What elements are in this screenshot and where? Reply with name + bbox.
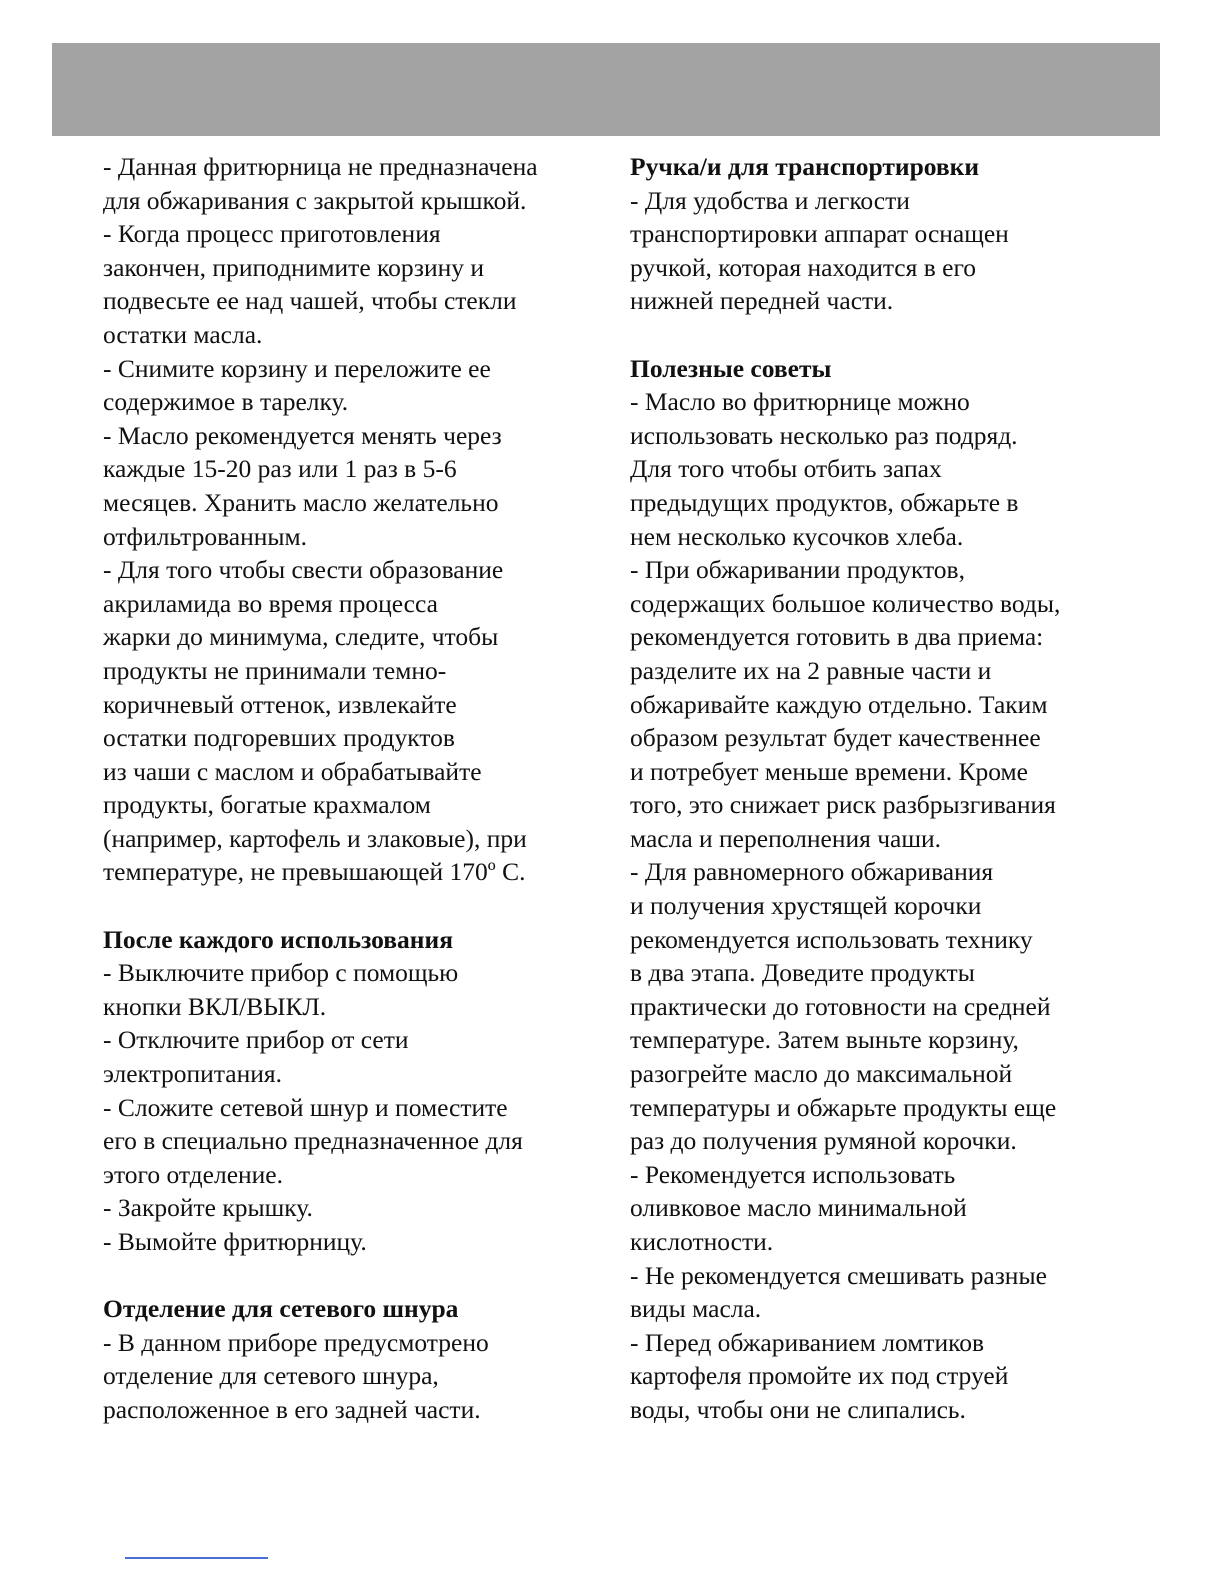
text-line: - Выключите прибор с помощью	[103, 958, 459, 988]
text-line: закончен, приподнимите корзину и	[103, 252, 485, 282]
text-line: воды, чтобы они не слипались.	[630, 1394, 966, 1424]
text-line: - Для того чтобы свести образование	[103, 555, 504, 585]
text-line: этого отделение.	[103, 1159, 283, 1189]
text-line: температуре. Затем выньте корзину,	[630, 1025, 1019, 1055]
text-line: - Масло рекомендуется менять через	[103, 420, 502, 450]
right-column	[630, 150, 1150, 1427]
text-line: - Отключите прибор от сети	[103, 1025, 409, 1055]
text-line: жарки до минимума, следите, чтобы	[103, 622, 499, 652]
text-line: - В данном приборе предусмотрено	[103, 1327, 489, 1357]
text-line: температуре, не превышающей 170º С.	[103, 857, 526, 887]
text-line: остатки подгоревших продуктов	[103, 723, 455, 753]
text-line: продукты не принимали темно-	[103, 655, 447, 685]
text-line: - Данная фритюрница не предназначена	[103, 152, 538, 181]
text-line: отфильтрованным.	[103, 521, 308, 551]
text-line: содержимое в тарелку.	[103, 387, 349, 417]
text-line: ручкой, которая находится в его	[630, 252, 977, 282]
blank-line	[103, 889, 603, 923]
text-line: разогрейте масло до максимальной	[630, 1059, 1013, 1089]
text-line: масла и переполнения чаши.	[630, 823, 942, 853]
text-line: каждые 15-20 раз или 1 раз в 5-6	[103, 454, 457, 484]
text-line: - Закройте крышку.	[103, 1193, 313, 1223]
text-line: разделите их на 2 равные части и	[630, 655, 992, 685]
text-line: остатки масла.	[103, 319, 263, 349]
text-line: подвесьте ее над чашей, чтобы стекли	[103, 286, 517, 316]
section-heading: Ручка/и для транспортировки	[630, 152, 980, 181]
text-line: виды масла.	[630, 1294, 762, 1324]
footer-rule	[125, 1557, 268, 1559]
text-line: кислотности.	[630, 1227, 774, 1256]
text-line: кнопки ВКЛ/ВЫКЛ.	[103, 991, 327, 1021]
text-line: картофеля промойте их под струей	[630, 1361, 1009, 1391]
text-line: обжаривайте каждую отдельно. Таким	[630, 689, 1048, 719]
text-line: - Для равномерного обжаривания	[630, 857, 994, 887]
text-line: образом результат будет качественнее	[630, 723, 1041, 753]
text-line: Для того чтобы отбить запах	[630, 454, 942, 484]
text-line: расположенное в его задней части.	[103, 1394, 481, 1424]
text-line: - Для удобства и легкости	[630, 185, 910, 215]
text-line: того, это снижает риск разбрызгивания	[630, 790, 1056, 820]
text-line: - Рекомендуется использовать	[630, 1159, 956, 1189]
text-line: для обжаривания с закрытой крышкой.	[103, 185, 527, 215]
text-line: - Сложите сетевой шнур и поместите	[103, 1092, 508, 1122]
text-line: рекомендуется использовать технику	[630, 924, 1033, 954]
section-heading: Полезные советы	[630, 353, 832, 383]
section-heading: Отделение для сетевого шнура	[103, 1294, 459, 1324]
blank-line	[630, 318, 1150, 352]
text-line: коричневый оттенок, извлекайте	[103, 689, 457, 719]
text-line: - Когда процесс приготовления	[103, 219, 441, 249]
text-line: - При обжаривании продуктов,	[630, 555, 965, 585]
text-line: - Перед обжариванием ломтиков	[630, 1327, 985, 1357]
text-line: (например, картофель и злаковые), при	[103, 823, 527, 853]
text-line: температуры и обжарьте продукты еще	[630, 1092, 1057, 1122]
text-line: электропитания.	[103, 1059, 282, 1089]
text-line: отделение для сетевого шнура,	[103, 1361, 439, 1391]
blank-line	[103, 1259, 603, 1293]
text-line: содержащих большое количество воды,	[630, 588, 1061, 618]
text-line: его в специально предназначенное для	[103, 1126, 523, 1156]
text-line: предыдущих продуктов, обжарьте в	[630, 487, 1019, 517]
text-line: акриламида во время процесса	[103, 588, 438, 618]
text-line: рекомендуется готовить в два приема:	[630, 622, 1044, 652]
text-line: - Вымойте фритюрницу.	[103, 1227, 367, 1256]
text-line: - Не рекомендуется смешивать разные	[630, 1260, 1047, 1290]
text-line: нижней передней части.	[630, 286, 894, 316]
text-line: продукты, богатые крахмалом	[103, 790, 431, 820]
text-line: месяцев. Хранить масло желательно	[103, 487, 499, 517]
text-line: нем несколько кусочков хлеба.	[630, 521, 964, 551]
text-line: использовать несколько раз подряд.	[630, 420, 1018, 450]
text-line: и потребует меньше времени. Кроме	[630, 756, 1029, 786]
text-line: - Снимите корзину и переложите ее	[103, 353, 491, 383]
left-column	[103, 150, 603, 1427]
text-line: и получения хрустящей корочки	[630, 891, 982, 921]
header-bar	[52, 43, 1160, 136]
text-line: оливковое масло минимальной	[630, 1193, 967, 1223]
text-line: раз до получения румяной корочки.	[630, 1126, 1017, 1156]
text-line: - Масло во фритюрнице можно	[630, 387, 970, 417]
text-line: в два этапа. Доведите продукты	[630, 958, 975, 988]
text-line: транспортировки аппарат оснащен	[630, 219, 1009, 249]
text-line: практически до готовности на средней	[630, 991, 1051, 1021]
text-line: из чаши с маслом и обрабатывайте	[103, 756, 482, 786]
section-heading: После каждого использования	[103, 924, 453, 954]
